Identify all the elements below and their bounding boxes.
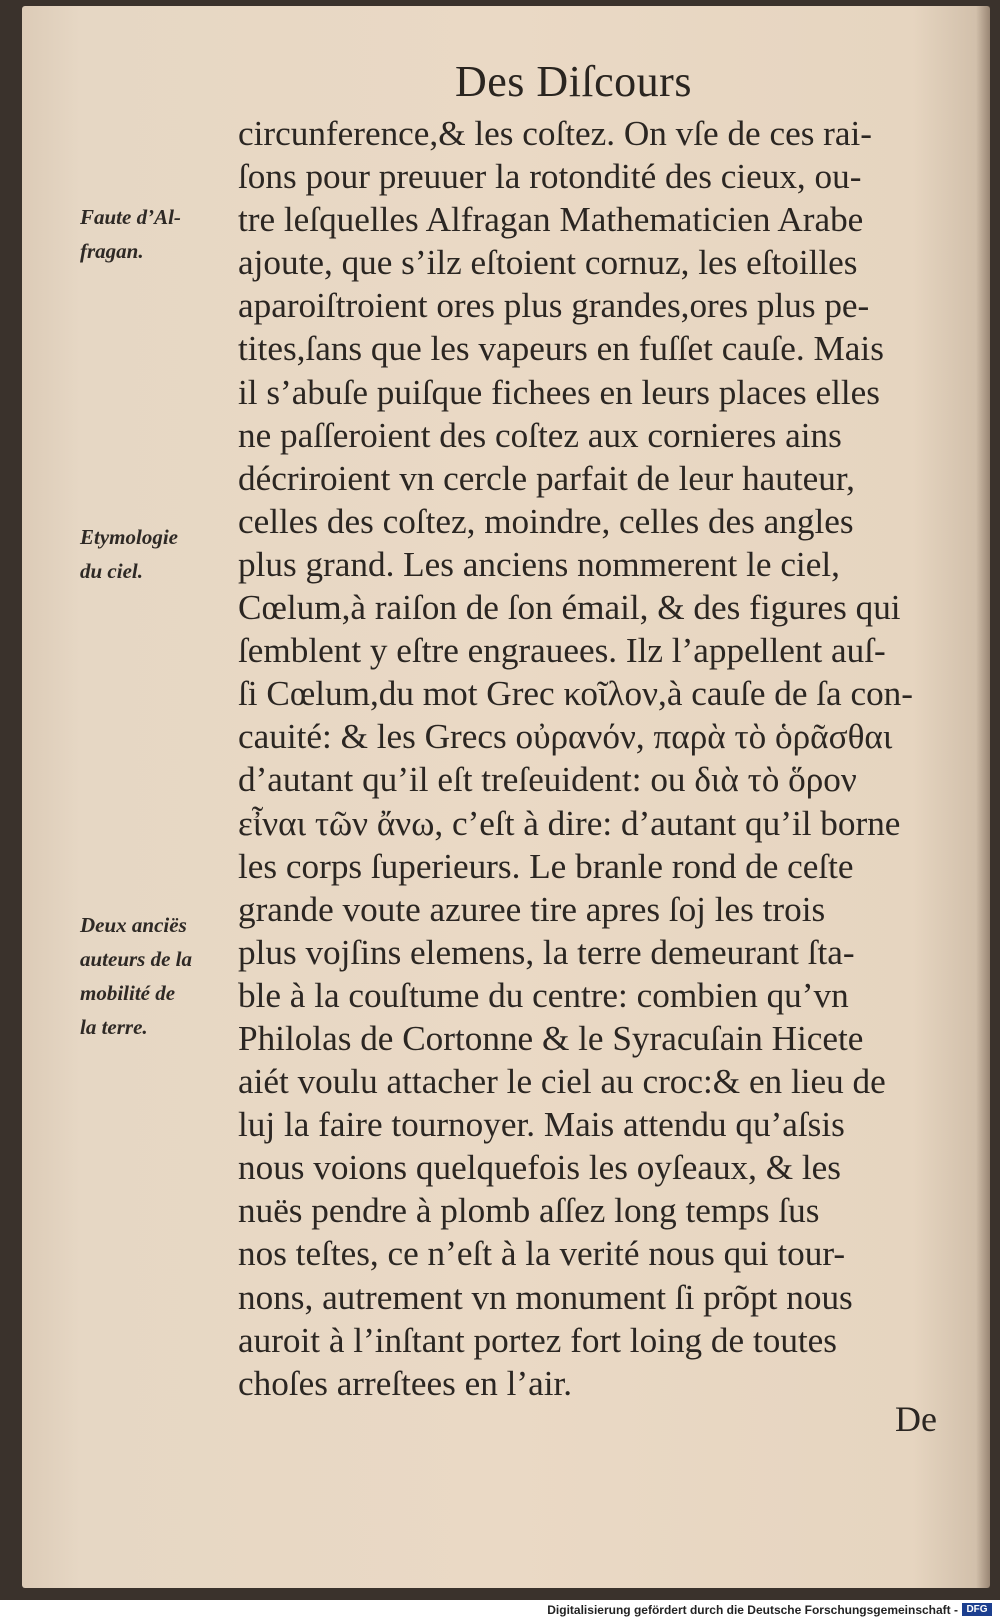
text-line: nos teſtes, ce n’eſt à la verité nous qui tour- (238, 1234, 846, 1274)
catchword: De (895, 1399, 937, 1439)
text-line: aparoiſtroient ores plus grandes,ores plus pe- (238, 286, 870, 326)
text-line: ſons pour preuuer la rotondité des cieux, ou- (238, 157, 862, 197)
body-text (238, 112, 960, 1405)
text-line: d’autant qu’il eſt treſeuident: ou διὰ τὸ ὅρον (238, 760, 857, 800)
text-line: tites,ſans que les vapeurs en fuſſet cauſe. Mais (238, 329, 884, 369)
text-line: nons, autrement vn monument ſi prõpt nous (238, 1277, 853, 1317)
text-line: ajoute, que s’ilz eſtoient cornuz, les eſtoilles (238, 243, 858, 283)
text-line: luj la faire tournoyer. Mais attendu qu’aſsis (238, 1105, 845, 1145)
text-line: choſes arreſtees en l’air. (238, 1363, 573, 1403)
text-line: ne paſſeroient des coſtez aux cornieres ains (238, 415, 842, 455)
margin-note-deux-anciens (80, 908, 192, 1044)
text-line: plus vojſins elemens, la terre demeurant ſta- (238, 932, 855, 972)
margin-note-faute-alfragan (80, 200, 181, 268)
digitization-credit: Digitalisierung gefördert durch die Deutsche Forschungsgemeinschaft - (547, 1603, 958, 1617)
margin-note-line: mobilité de (80, 981, 176, 1005)
text-line: plus grand. Les anciens nommerent le ciel, (238, 544, 840, 584)
text-line: les corps ſuperieurs. Le branle rond de ceſte (238, 846, 854, 886)
margin-note-line: auteurs de la (80, 947, 193, 971)
text-line: auroit à l’inſtant portez fort loing de toutes (238, 1320, 837, 1360)
text-line: ſi Cœlum,du mot Grec κοῖλον,à cauſe de ſa con- (238, 674, 913, 714)
text-line: ſemblent y eſtre engrauees. Ilz l’appellent auſ- (238, 631, 886, 671)
page-edge-shadow (976, 6, 990, 1588)
margin-note-line: Etymologie (80, 525, 178, 549)
text-line: nous voions quelquefois les oyſeaux, & les (238, 1148, 841, 1188)
text-line: nuës pendre à plomb aſſez long temps ſus (238, 1191, 820, 1231)
text-line: Philolas de Cortonne & le Syracuſain Hicete (238, 1018, 864, 1058)
dfg-logo: DFG (962, 1603, 992, 1616)
margin-note-line: fragan. (80, 239, 144, 263)
text-line: aiét voulu attacher le ciel au croc:& en lieu de (238, 1062, 886, 1102)
margin-note-line: du ciel. (80, 559, 143, 583)
text-line: tre leſquelles Alfragan Mathematicien Arabe (238, 200, 864, 240)
text-line: celles des coſtez, moindre, celles des angles (238, 501, 854, 541)
text-line: ble à la couſtume du centre: combien qu’vn (238, 975, 849, 1015)
margin-note-line: Faute d’Al- (80, 205, 181, 229)
text-line: εἶναι τῶν ἄνω, c’eſt à dire: d’autant qu’il borne (238, 803, 901, 843)
text-line: cauité: & les Grecs οὐρανόν, παρὰ τὸ ὁρᾶσθαι (238, 717, 893, 757)
margin-note-line: Deux anciës (80, 913, 187, 937)
text-line: décriroient vn cercle parfait de leur hauteur, (238, 458, 855, 498)
running-header: Des Diſcours (455, 57, 692, 106)
text-line: Cœlum,à raiſon de ſon émail, & des figures qui (238, 588, 901, 628)
text-line: grande voute azuree tire apres ſoj les trois (238, 889, 826, 929)
margin-note-etymologie (80, 520, 178, 588)
margin-note-line: la terre. (80, 1015, 148, 1039)
text-line: circunference,& les coſtez. On vſe de ces rai- (238, 114, 873, 153)
text-line: il s’abuſe puiſque fichees en leurs places elles (238, 372, 880, 412)
